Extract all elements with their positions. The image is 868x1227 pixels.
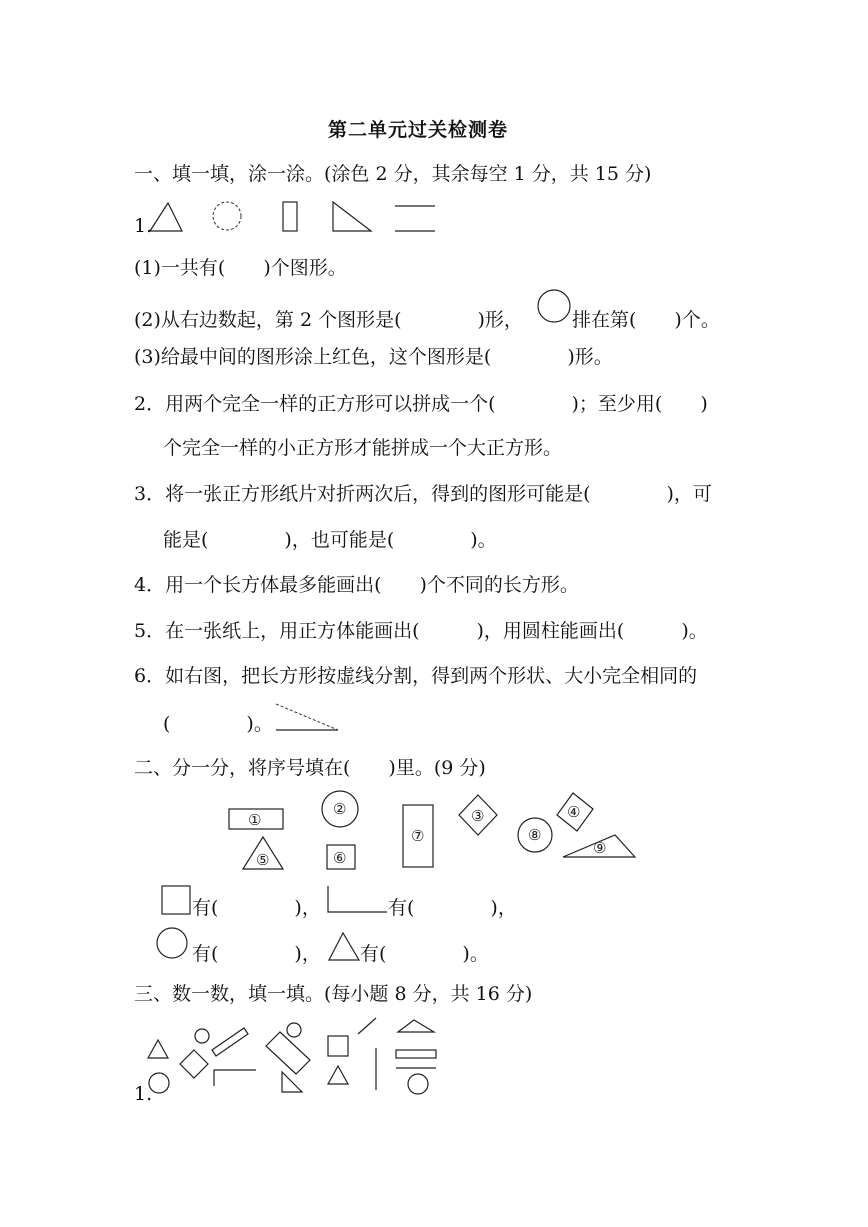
diamond-icon <box>180 1050 208 1078</box>
q6-line1: 6．如右图，把长方形按虚线分割，得到两个形状、大小完全相同的 <box>134 665 698 687</box>
svg-text:⑥: ⑥ <box>333 849 347 867</box>
section1-heading: 一、填一填，涂一涂。(涂色 2 分，其余每空 1 分，共 15 分) <box>134 163 652 185</box>
line-icon <box>358 1018 376 1034</box>
circle-icon <box>408 1074 428 1094</box>
triangle-icon <box>398 1020 434 1032</box>
square-icon <box>328 1036 348 1056</box>
ans-circle: 有( )， <box>192 943 321 965</box>
q1-shapes <box>145 198 445 238</box>
q1-2b: 排在第( )个。 <box>572 309 720 331</box>
svg-text:⑦: ⑦ <box>411 827 425 845</box>
page-title: 第二单元过关检测卷 <box>328 119 509 141</box>
q1-label: 1. <box>134 215 153 237</box>
square-icon <box>160 884 194 918</box>
triangle-icon <box>328 1066 348 1084</box>
svg-text:②: ② <box>333 800 347 818</box>
section2-heading: 二、分一分，将序号填在( )里。(9 分) <box>134 757 486 779</box>
rectangle-icon <box>212 1028 248 1056</box>
q4: 4．用一个长方体最多能画出( )个不同的长方形。 <box>134 574 579 596</box>
circle-icon <box>195 1029 209 1043</box>
q2-line1: 2．用两个完全一样的正方形可以拼成一个( )；至少用( ) <box>134 393 708 415</box>
rectangle-icon <box>396 1050 436 1058</box>
q3-line1: 3．将一张正方形纸片对折两次后，得到的图形可能是( )，可 <box>134 483 712 505</box>
q5: 5．在一张纸上，用正方体能画出( )，用圆柱能画出( )。 <box>134 620 708 642</box>
triangle-icon <box>326 930 362 964</box>
rectangle-icon <box>325 884 391 918</box>
ans-rect: 有( )， <box>388 897 517 919</box>
s3-q1-label: 1. <box>134 1083 153 1105</box>
q3-line2: 能是( )，也可能是( )。 <box>163 529 497 551</box>
triangle-icon <box>148 1040 168 1058</box>
section3-heading: 三、数一数，填一填。(每小题 8 分，共 16 分) <box>134 983 533 1005</box>
q1-2a: (2)从右边数起，第 2 个图形是( )形， <box>134 309 523 331</box>
circle-icon <box>149 1073 169 1093</box>
q2-line2: 个完全一样的小正方形才能拼成一个大正方形。 <box>163 437 563 459</box>
svg-text:⑨: ⑨ <box>593 839 607 857</box>
svg-text:⑤: ⑤ <box>256 851 270 869</box>
q1-3: (3)给最中间的图形涂上红色，这个图形是( )形。 <box>134 346 613 368</box>
circle-icon <box>154 926 194 962</box>
svg-text:①: ① <box>248 811 262 829</box>
rectangle-icon <box>266 1032 310 1074</box>
svg-text:⑧: ⑧ <box>528 826 542 844</box>
ans-triangle: 有( )。 <box>360 943 489 965</box>
svg-text:③: ③ <box>471 807 485 825</box>
svg-text:④: ④ <box>567 803 581 821</box>
count-shapes <box>142 1014 442 1098</box>
circle-icon <box>536 288 576 328</box>
circle-icon <box>213 202 241 230</box>
angle-icon <box>214 1070 256 1086</box>
circle-icon <box>287 1023 301 1037</box>
triangle-icon <box>282 1072 302 1092</box>
q6-line2: ( )。 <box>163 713 273 735</box>
triangle-icon <box>150 203 182 231</box>
classify-shapes <box>215 785 645 880</box>
right-triangle-icon <box>333 202 371 231</box>
rectangle-icon <box>283 202 297 231</box>
ans-square: 有( )， <box>192 897 321 919</box>
q1-1: (1)一共有( )个图形。 <box>134 257 347 279</box>
rectangle-dashed-diagonal-icon <box>272 700 344 736</box>
